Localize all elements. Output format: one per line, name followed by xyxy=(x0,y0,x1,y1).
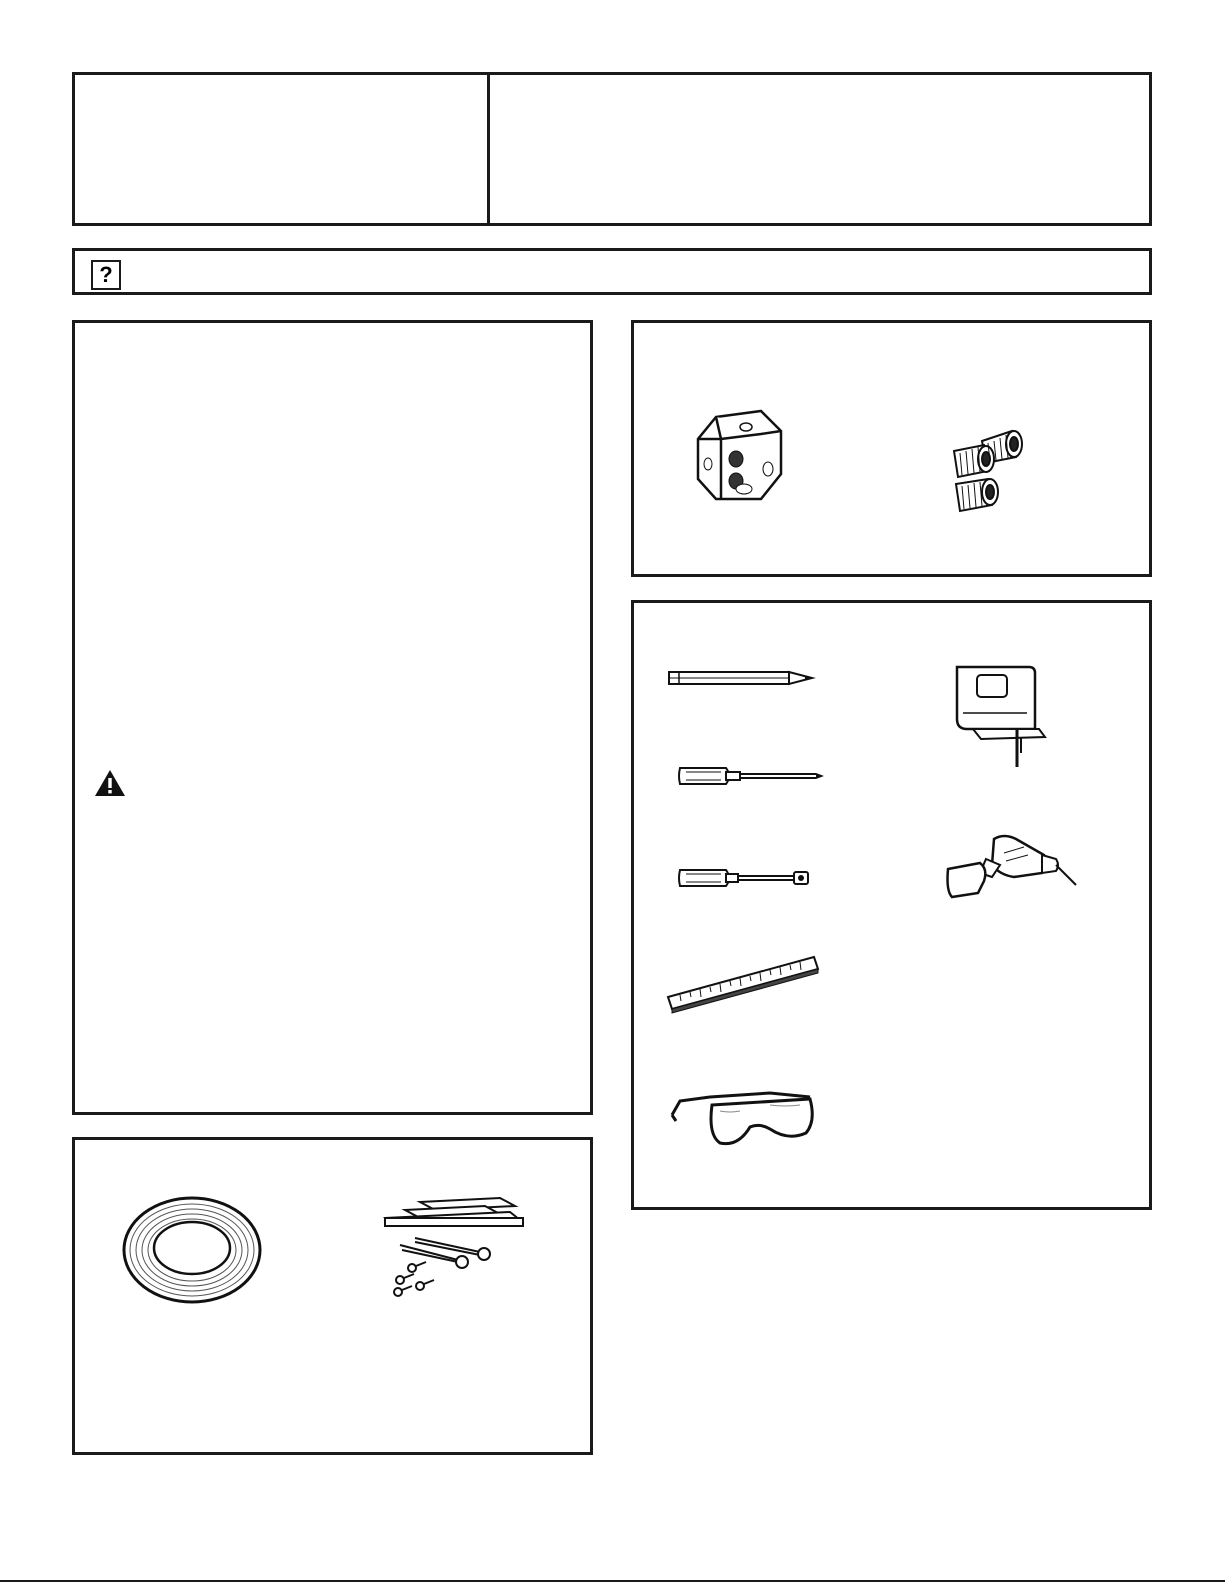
junction-box-illustration xyxy=(696,409,786,504)
questions-bar xyxy=(72,248,1152,295)
parts-supplied-panel xyxy=(72,1137,593,1455)
tools-needed-panel xyxy=(631,600,1152,1210)
header-right-panel xyxy=(487,72,1152,226)
warning-triangle-icon xyxy=(94,769,126,797)
wire-nuts-illustration xyxy=(952,429,1032,514)
phillips-screwdriver-illustration xyxy=(676,763,826,789)
drill-illustration xyxy=(944,833,1079,905)
ruler-illustration xyxy=(666,953,821,1015)
pencil-illustration xyxy=(667,669,817,687)
safety-glasses-illustration xyxy=(670,1091,822,1151)
insulation-tape-roll-illustration xyxy=(120,1192,265,1307)
parts-needed-panel xyxy=(631,320,1152,577)
question-box-icon: ? xyxy=(91,260,121,290)
mounting-brackets-and-screws-illustration xyxy=(380,1190,530,1300)
nut-driver-illustration xyxy=(676,865,816,891)
installation-notes-panel xyxy=(72,320,593,1115)
jigsaw-illustration xyxy=(947,663,1047,773)
header-left-panel xyxy=(72,72,490,226)
footer-rule xyxy=(0,1580,1225,1582)
